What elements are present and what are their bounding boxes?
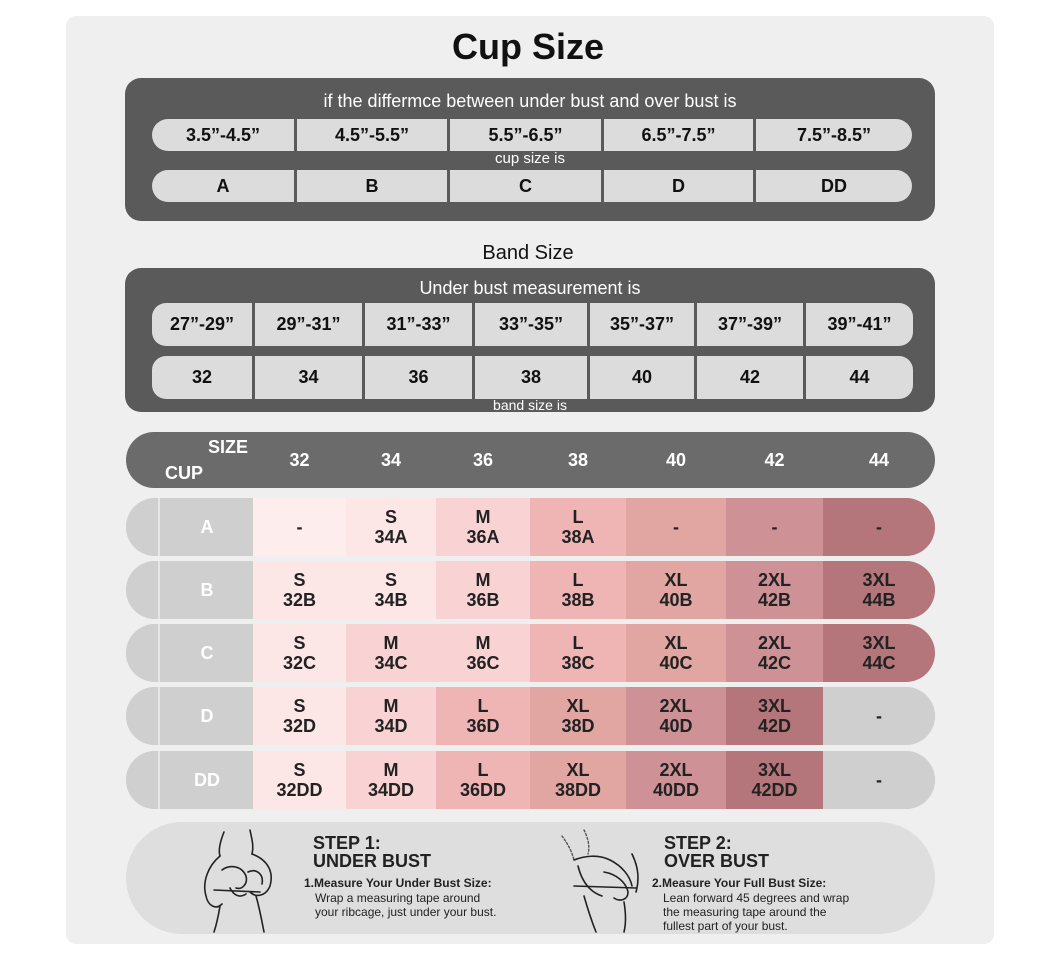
size-cell [346,624,436,682]
measurement-pill-5: 37”-39” [697,303,803,346]
cup-size-panel [125,78,935,221]
size-letter: M [383,633,399,653]
bra-size-code: 42D [757,716,792,736]
size-letter: 2XL [757,633,791,653]
size-cell [823,624,935,682]
band-size-is-label: band size is [493,397,567,413]
size-letter: 3XL [862,633,896,653]
size-letter: S [384,570,397,590]
row-cup-label: C [162,624,252,682]
bra-size-code: 36D [466,716,500,736]
measurement-pill-2: 31”-33” [365,303,472,346]
band-number-pill-6: 44 [806,356,913,399]
size-cell [346,751,436,809]
size-letter: S [293,760,306,780]
row-lead-tab [126,751,160,809]
band-number-pill-1: 34 [255,356,362,399]
size-cell [253,561,346,619]
band-number-pill-4: 40 [590,356,694,399]
bra-size-code: 38A [561,527,595,547]
size-cell [530,561,626,619]
cup-letter-pill-0: A [152,170,294,202]
difference-pill-3: 6.5”-7.5” [604,119,753,151]
size-letter: L [572,633,584,653]
size-cell [726,687,823,745]
size-cell [346,498,436,556]
column-header-32: 32 [289,449,310,470]
size-cell [626,751,726,809]
step1-title-line1: STEP 1: [313,833,381,853]
difference-pill-2: 5.5”-6.5” [450,119,601,151]
size-header-label: SIZE [208,437,249,457]
size-letter: XL [664,570,688,590]
size-cell [530,687,626,745]
bra-size-code: 36C [466,653,500,673]
size-cell [436,498,530,556]
step2-line3: fullest part of your bust. [663,919,788,933]
bra-size-code: 38D [561,716,595,736]
size-cell [823,687,935,745]
size-letter: S [293,633,306,653]
size-cell [346,687,436,745]
step1-line1: Wrap a measuring tape around [315,891,481,905]
row-cup-label: DD [162,751,252,809]
bra-size-code: 34DD [367,780,415,800]
size-letter: M [383,760,399,780]
band-number-pill-2: 36 [365,356,472,399]
measurement-pill-1: 29”-31” [255,303,362,346]
band-number-row [152,356,913,399]
size-letter: M [475,570,491,590]
table-row [126,498,935,556]
bra-size-code: 32D [282,716,317,736]
size-letter: 2XL [757,570,791,590]
bra-size-code: 38DD [554,780,602,800]
size-cell [823,751,935,809]
difference-pill-4: 7.5”-8.5” [756,119,912,151]
measuring-steps-panel [126,822,935,934]
bra-size-code: 40DD [652,780,700,800]
row-lead-tab [126,498,160,556]
column-header-42: 42 [764,449,785,470]
column-header-36: 36 [472,449,494,470]
size-cell [823,498,935,556]
size-letter: - [876,770,882,790]
band-size-title: Band Size [482,242,574,264]
page-title: Cup Size [451,26,604,67]
size-letter: L [477,696,489,716]
size-letter: XL [664,633,688,653]
size-cell [530,624,626,682]
cup-panel-heading: if the differmce between under bust and over bust is [323,91,737,111]
bra-size-code: 40C [659,653,693,673]
bra-size-code: 44C [862,653,896,673]
step2-line1: Lean forward 45 degrees and wrap [663,891,850,905]
column-header-44: 44 [868,449,890,470]
bra-size-code: 40B [659,590,693,610]
measurement-pill-6: 39”-41” [806,303,913,346]
table-row [126,687,935,745]
size-cell [253,498,346,556]
bra-size-code: 34B [374,590,408,610]
size-letter: - [771,517,778,537]
band-number-pill-5: 42 [697,356,803,399]
size-letter: 3XL [862,570,896,590]
step2-heading: 2.Measure Your Full Bust Size: [652,876,827,890]
size-cell [253,751,346,809]
bra-size-code: 34C [374,653,408,673]
bra-size-code: 32B [282,590,317,610]
row-lead-tab [126,687,160,745]
difference-row [152,119,912,151]
row-cup-label: B [162,561,252,619]
step1-title-line2: UNDER BUST [313,851,432,871]
size-letter: - [296,517,303,537]
step2-title-line1: STEP 2: [664,833,732,853]
size-cell [726,751,823,809]
bra-size-code: 40D [659,716,693,736]
measurement-row [152,303,913,346]
table-row [126,624,935,682]
size-cell [626,687,726,745]
band-size-panel [125,268,935,412]
row-cup-label: A [162,498,252,556]
size-cell [726,498,823,556]
bra-size-code: 34A [374,527,408,547]
size-cell [626,498,726,556]
cup-letter-pill-1: B [297,170,447,202]
size-letter: - [673,517,679,537]
step1-heading: 1.Measure Your Under Bust Size: [304,876,492,890]
over-bust-figure-icon [554,826,654,934]
cup-letter-row [152,170,912,202]
size-letter: - [876,517,882,537]
row-lead-tab [126,624,160,682]
difference-pill-1: 4.5”-5.5” [297,119,447,151]
measurement-pill-4: 35”-37” [590,303,694,346]
size-letter: M [475,507,491,527]
table-row [126,751,935,809]
under-bust-figure-icon [190,826,290,934]
measurement-pill-0: 27”-29” [152,303,252,346]
size-cell [346,561,436,619]
step1-line2: your ribcage, just under your bust. [315,905,497,919]
band-number-pill-0: 32 [152,356,252,399]
table-row [126,561,935,619]
size-cell [530,498,626,556]
size-cell [253,687,346,745]
bra-size-code: 36DD [459,780,507,800]
step2-title-line2: OVER BUST [664,851,770,871]
cup-header-label: CUP [165,463,204,483]
size-letter: S [293,570,306,590]
size-letter: XL [566,696,590,716]
size-cell [530,751,626,809]
step2-line2: the measuring tape around the [663,905,827,919]
size-letter: M [383,696,399,716]
bra-size-code: 42B [757,590,792,610]
size-letter: L [572,507,584,527]
cup-letter-pill-2: C [450,170,601,202]
column-header-34: 34 [380,449,402,470]
bra-size-code: 36A [466,527,500,547]
size-letter: 3XL [757,760,791,780]
row-lead-tab [126,561,160,619]
size-letter: L [572,570,584,590]
column-header-40: 40 [665,449,687,470]
bra-size-code: 42C [757,653,792,673]
size-letter: S [384,507,397,527]
bra-size-code: 32C [282,653,317,673]
size-table-header [126,432,935,488]
cup-letter-pill-3: D [604,170,753,202]
band-number-pill-3: 38 [475,356,587,399]
row-cup-label: D [162,687,252,745]
size-letter: S [293,696,306,716]
difference-pill-0: 3.5”-4.5” [152,119,294,151]
bra-size-code: 42DD [751,780,798,800]
size-cell [436,751,530,809]
size-cell [626,561,726,619]
bra-size-code: 38B [561,590,595,610]
size-cell [436,687,530,745]
size-letter: 3XL [757,696,791,716]
size-cell [436,561,530,619]
bra-size-code: 44B [862,590,896,610]
bra-size-code: 32DD [276,780,323,800]
size-letter: L [477,760,489,780]
column-header-38: 38 [567,449,589,470]
size-letter: 2XL [659,696,693,716]
size-letter: XL [566,760,590,780]
cup-letter-pill-4: DD [756,170,912,202]
size-cell [726,561,823,619]
size-cell [436,624,530,682]
size-letter: M [475,633,491,653]
bra-size-code: 36B [466,590,500,610]
size-letter: 2XL [659,760,693,780]
band-panel-heading: Under bust measurement is [419,278,641,298]
bra-size-code: 38C [561,653,595,673]
bra-size-code: 34D [374,716,408,736]
size-cell [726,624,823,682]
size-cell [823,561,935,619]
size-letter: - [876,706,882,726]
measurement-pill-3: 33”-35” [475,303,587,346]
size-cell [626,624,726,682]
size-cell [253,624,346,682]
cup-size-is-label: cup size is [494,150,566,167]
